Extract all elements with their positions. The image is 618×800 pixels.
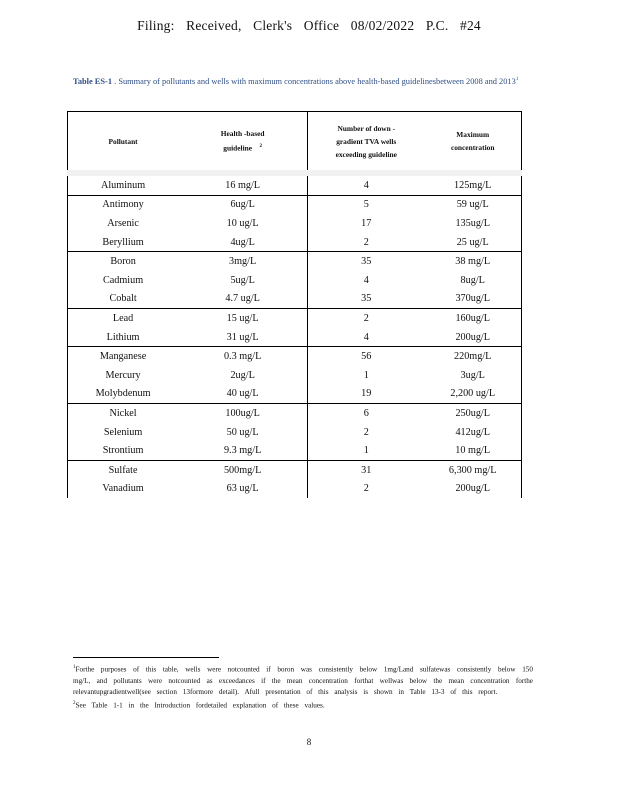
cell-wells: 5	[363, 199, 369, 211]
cell-wells: 6	[308, 404, 425, 423]
cell-max: 25 ug/L	[424, 233, 521, 252]
cell-max: 59 ug/L	[424, 195, 521, 214]
cell-pollutant: Lead	[68, 309, 179, 328]
table-row	[68, 173, 522, 195]
cell-max: 200ug/L	[424, 480, 521, 499]
footnote-2-text: See Table 1-1 in the Introduction fordetailed explanation of these values.	[75, 701, 325, 710]
table-row	[68, 385, 522, 404]
cell-guideline: 9.3 mg/L	[178, 441, 307, 460]
cell-max: 8ug/L	[424, 271, 521, 290]
cell-wells: 4	[363, 274, 369, 286]
cell-max: 10 mg/L	[424, 441, 521, 460]
cell-wells: 2	[363, 483, 369, 495]
header-max	[424, 112, 521, 174]
table-row	[68, 328, 522, 347]
page-number: 8	[306, 737, 312, 747]
cell-max: 125mg/L	[424, 173, 521, 195]
table-row	[68, 366, 522, 385]
cell-pollutant: Boron	[68, 252, 179, 271]
cell-wells: 19	[361, 388, 372, 400]
cell-guideline: 0.3 mg/L	[178, 347, 307, 366]
cell-pollutant: Nickel	[68, 404, 179, 423]
cell-wells: 1	[363, 369, 369, 381]
cell-pollutant: Sulfate	[68, 460, 179, 479]
header-guideline-line1: Health -based	[220, 129, 265, 139]
caption-label: Table ES-1	[73, 76, 113, 86]
header-wells-line1: Number of down -	[337, 123, 396, 133]
cell-guideline: 6ug/L	[178, 195, 307, 214]
cell-wells: 4	[308, 173, 425, 195]
cell-pollutant: Manganese	[68, 347, 179, 366]
footnote-2	[73, 698, 533, 712]
cell-max: 2,200 ug/L	[424, 385, 521, 404]
cell-wells: 1	[363, 445, 369, 457]
cell-guideline: 31 ug/L	[178, 328, 307, 347]
cell-guideline: 10 ug/L	[178, 214, 307, 233]
table-row	[68, 195, 522, 214]
cell-wells: 4	[363, 331, 369, 343]
cell-guideline: 16 mg/L	[178, 173, 307, 195]
cell-max: 250ug/L	[424, 404, 521, 423]
caption-footnote-ref: 1	[515, 77, 519, 82]
cell-max: 38 mg/L	[424, 252, 521, 271]
cell-max: 200ug/L	[424, 328, 521, 347]
cell-wells: 2	[363, 236, 369, 248]
cell-guideline: 4ug/L	[178, 233, 307, 252]
cell-wells: 2	[308, 309, 425, 328]
cell-pollutant: Aluminum	[68, 173, 179, 195]
cell-wells: 35	[308, 252, 425, 271]
cell-pollutant: Strontium	[68, 441, 179, 460]
header-guideline	[178, 112, 307, 174]
table-caption	[73, 73, 533, 88]
table-header-row	[68, 112, 522, 174]
cell-guideline: 100ug/L	[178, 404, 307, 423]
cell-guideline: 3mg/L	[178, 252, 307, 271]
table-row	[68, 309, 522, 328]
table-row	[68, 460, 522, 479]
footnote-1	[73, 662, 533, 698]
footnote-1-ref: 1	[73, 665, 76, 670]
table-row	[68, 347, 522, 366]
footnote-1-text: Forthe purposes of this table, wells were notcounted if boron was consistently below 1mg/Land sulfatewas consistently below 150 mg/L, and pollutants were notcounted as exceedances if the mean concentration forthat wellwas below the mean concentration forthe relevantupgradientwell(see section 13formore detail). Afull presentation of this analysis is shown in Table 13-3 of this report.	[73, 665, 533, 696]
header-max-line2: concentration	[450, 143, 495, 152]
cell-pollutant: Antimony	[68, 195, 179, 214]
cell-pollutant: Beryllium	[68, 233, 179, 252]
cell-wells: 2	[363, 426, 369, 438]
cell-guideline: 5ug/L	[178, 271, 307, 290]
cell-guideline: 4.7 ug/L	[178, 290, 307, 309]
filing-header: Filing: Received, Clerk's Office 08/02/2022 P.C. #24	[137, 18, 481, 33]
cell-guideline: 2ug/L	[178, 366, 307, 385]
table-row	[68, 214, 522, 233]
cell-wells: 56	[308, 347, 425, 366]
caption-text: . Summary of pollutants and wells with maximum concentrations above health-based guidelinesbetween 2008 and 2013	[112, 76, 516, 86]
footnote-divider	[73, 657, 219, 658]
header-guideline-ref: 2	[259, 144, 262, 150]
pollutants-table	[67, 111, 522, 498]
header-wells-line3: exceeding guideline	[335, 149, 397, 159]
cell-max: 135ug/L	[424, 214, 521, 233]
header-max-line1: Maximum	[456, 130, 490, 139]
cell-pollutant: Cobalt	[68, 290, 179, 309]
cell-max: 412ug/L	[424, 423, 521, 442]
cell-pollutant: Cadmium	[68, 271, 179, 290]
cell-guideline: 40 ug/L	[178, 385, 307, 404]
cell-max: 370ug/L	[424, 290, 521, 309]
table-row	[68, 271, 522, 290]
cell-max: 160ug/L	[424, 309, 521, 328]
cell-max: 6,300 mg/L	[424, 460, 521, 479]
cell-max: 3ug/L	[424, 366, 521, 385]
cell-guideline: 50 ug/L	[178, 423, 307, 442]
table-row	[68, 404, 522, 423]
table-row	[68, 290, 522, 309]
cell-guideline: 15 ug/L	[178, 309, 307, 328]
cell-wells: 31	[308, 460, 425, 479]
cell-wells: 35	[361, 293, 372, 305]
cell-max: 220mg/L	[424, 347, 521, 366]
cell-pollutant: Arsenic	[68, 214, 179, 233]
cell-pollutant: Vanadium	[68, 480, 179, 499]
table-row	[68, 423, 522, 442]
cell-pollutant: Molybdenum	[68, 385, 179, 404]
cell-pollutant: Selenium	[68, 423, 179, 442]
cell-guideline: 63 ug/L	[178, 480, 307, 499]
footnotes	[73, 662, 533, 712]
table-row	[68, 233, 522, 252]
header-guideline-line2: guideline $^2$	[223, 143, 262, 153]
table-row	[68, 441, 522, 460]
table-row	[68, 480, 522, 499]
header-wells	[308, 112, 425, 174]
footnote-2-ref: 2	[73, 701, 76, 707]
cell-pollutant: Lithium	[68, 328, 179, 347]
table-row	[68, 252, 522, 271]
header-wells-line2: gradient TVA wells	[336, 136, 397, 146]
header-pollutant: Pollutant	[68, 112, 179, 174]
cell-pollutant: Mercury	[68, 366, 179, 385]
cell-wells: 17	[361, 217, 372, 229]
cell-guideline: 500mg/L	[178, 460, 307, 479]
